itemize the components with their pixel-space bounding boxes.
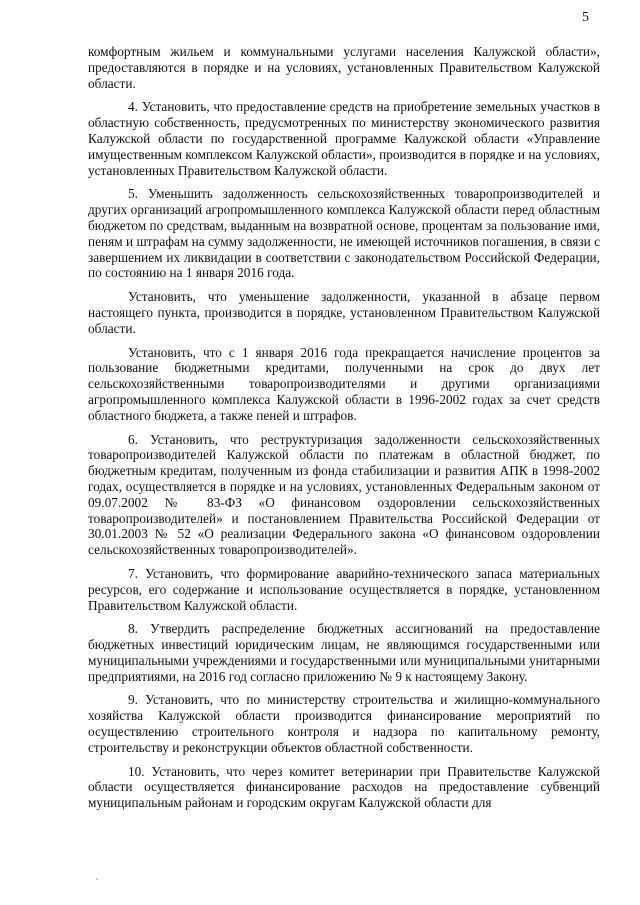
paragraph-item-10: 10. Установить, что через комитет ветеринарии при Правительстве Калужской области осуществляется финансирование расходов на предоставление субвенций муниципальным районам и городским округам Калужской области для xyxy=(88,763,600,811)
paragraph-item-7: 7. Установить, что формирование аварийно-технического запаса материальных ресурсов, его содержание и использование осуществляется в порядке, установленном Правительством Калужской области. xyxy=(88,565,600,613)
paragraph-item-5-part-3: Установить, что с 1 января 2016 года прекращается начисление процентов за пользование бюджетными кредитами, полученными на срок до двух лет сельскохозяйственными товаропроизводителями и другими организациями агропромышленного комплекса Калужской области в 1996-2002 годах за счет средств областного бюджета, а также пеней и штрафов. xyxy=(88,344,600,423)
document-body xyxy=(88,44,600,819)
paragraph-item-9: 9. Установить, что по министерству строительства и жилищно-коммунального хозяйства Калужской области производится финансирование мероприятий по осуществлению строительного контроля и надзора по капитальному ремонту, строительству и реконструкции объектов областной собственности. xyxy=(88,692,600,755)
paragraph-continuation: комфортным жильем и коммунальными услугами населения Калужской области», предоставляются в порядке и на условиях, установленных Правительством Калужской области. xyxy=(88,44,600,91)
paragraph-item-8: 8. Утвердить распределение бюджетных ассигнований на предоставление бюджетных инвестиций юридическим лицам, не являющимся государственными или муниципальными учреждениями и государственными или муниципальными унитарными предприятиями, на 2016 год согласно приложению № 9 к настоящему Закону. xyxy=(88,621,600,684)
page-number: 5 xyxy=(582,10,589,25)
paragraph-item-5: 5. Уменьшить задолженность сельскохозяйственных товаропроизводителей и других организаций агропромышленного комплекса Калужской области перед областным бюджетом по средствам, выданным на возвратной основе, процентам за пользование ими, пеням и штрафам на сумму задолженности, не имеющей источников погашения, в связи с завершением их ликвидации в соответствии с законодательством Российской Федерации, по состоянию на 1 января 2016 года. xyxy=(88,186,600,281)
scan-artifact xyxy=(96,878,98,880)
paragraph-item-5-part-2: Установить, что уменьшение задолженности, указанной в абзаце первом настоящего пункта, производится в порядке, установленном Правительством Калужской области. xyxy=(88,289,600,336)
paragraph-item-4: 4. Установить, что предоставление средств на приобретение земельных участков в областную собственность, предусмотренных по министерству экономического развития Калужской области по государственной программе Калужской области «Управление имущественным комплексом Калужской области», производится в порядке и на условиях, установленных Правительством Калужской области. xyxy=(88,99,600,178)
paragraph-item-6: 6. Установить, что реструктуризация задолженности сельскохозяйственных товаропроизводителей Калужской области по платежам в областной бюджет, по бюджетным кредитам, полученным из фонда стабилизации и развития АПК в 1998-2002 годах, осуществляется в порядке и на условиях, установленных Федеральным законом от 09.07.2002 № 83-ФЗ «О финансовом оздоровлении сельскохозяйственных товаропроизводителей» и постановлением Правительства Российской Федерации от 30.01.2003 № 52 «О реализации Федерального закона «О финансовом оздоровлении сельскохозяйственных товаропроизводителей». xyxy=(88,431,600,558)
